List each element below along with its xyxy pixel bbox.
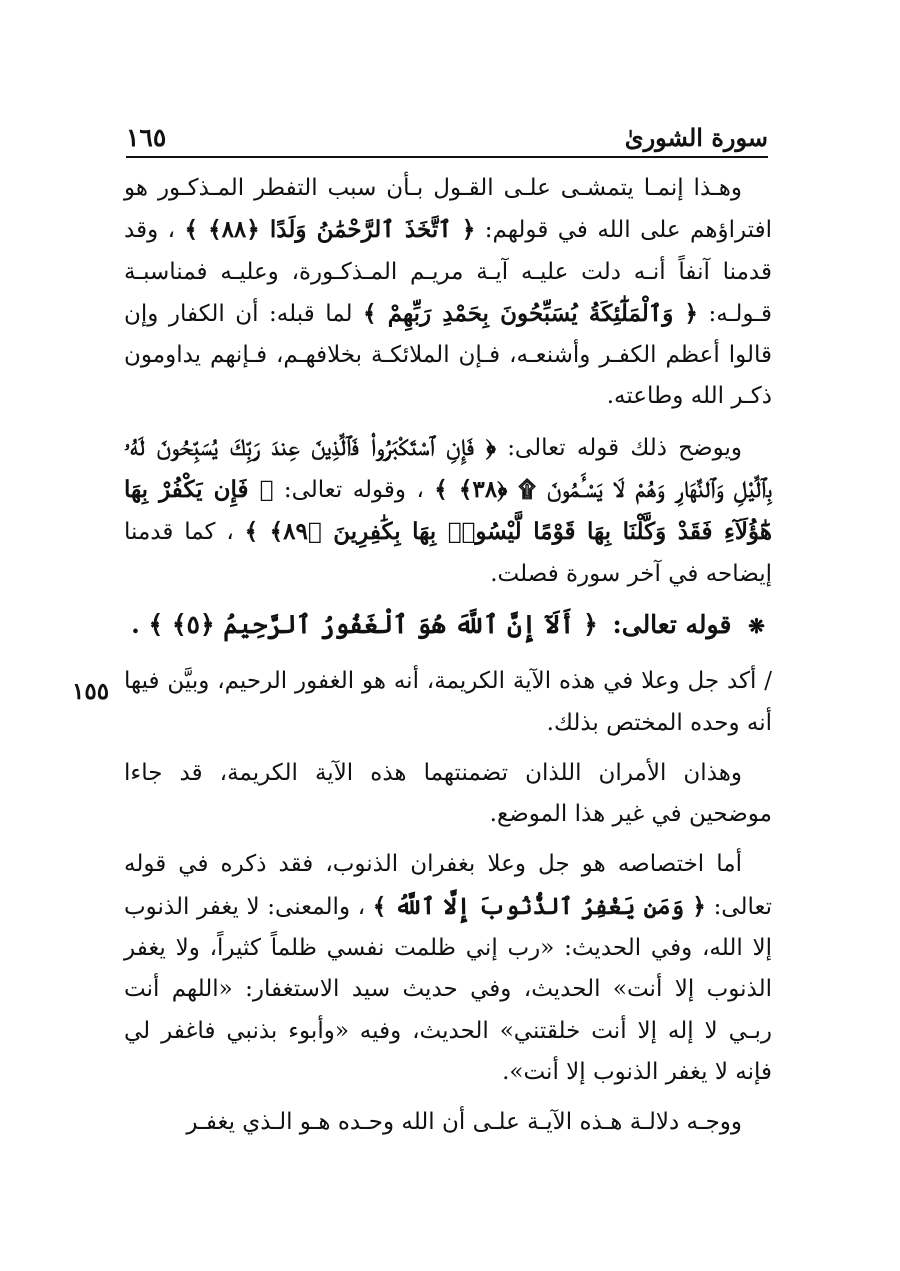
paragraph-text: ، وقد قدمنا آنفاً أنـه دلت عليـه آيـة مريـم المـذكـورة، وعليـه فمناسبـة قـولـه: [124, 217, 772, 327]
paragraph-text: ، وقوله تعالى: [283, 477, 424, 504]
quran-verse: ﴿ وَٱلْمَلَٰٓئِكَةُ يُسَبِّحُونَ بِحَمْدِ رَبِّهِمْ ﴾ [363, 299, 699, 327]
heading-quran-verse: ﴿ أَلَآ إِنَّ ٱللَّهَ هُوَ ٱلْغَفُورُ ٱلرَّحِيمُ ﴿٥﴾ ﴾ . [131, 609, 598, 639]
surah-title: سورة الشورىٰ [624, 123, 768, 152]
paragraph-text: ويوضح ذلك قوله تعالى: [507, 434, 743, 461]
paragraph-2 [124, 427, 772, 595]
paragraph-3 [124, 661, 772, 744]
paragraph-4 [124, 753, 772, 836]
verse-heading [124, 604, 772, 647]
heading-label: قوله تعالى: [612, 609, 732, 639]
paragraph-text: / أكد جل وعلا في هذه الآية الكريمة، أنه هو الغفور الرحيم، وبيَّن فيها أنه وحده المختص بذلك. [124, 668, 772, 736]
paragraph-6 [124, 1102, 772, 1143]
paragraph-text: ووجـه دلالـة هـذه الآيـة علـى أن الله وحـده هـو الـذي يغفـر [186, 1109, 742, 1136]
page-header [126, 112, 768, 158]
quran-verse: ﴿ ٱتَّخَذَ ٱلرَّحْمَٰنُ وَلَدًا ﴿٨٨﴾ ﴾ [184, 216, 476, 244]
page-body [124, 168, 772, 1153]
quran-verse: ﴿ فَإِن يَكْفُرْ بِهَا هَٰٓؤُلَآءِ فَقَدْ وَكَّلْنَا بِهَا قَوْمًا لَّيْسُوا۟ بِهَا بِكَٰفِرِينَ ﴿٨٩﴾ ﴾ [124, 476, 773, 546]
paragraph-text: وهـذا إنمـا يتمشـى علـى القـول بـأن سبب التفطر المـذكـور هو افتراؤهم على الله في قولهم: [124, 175, 772, 244]
paragraph-5 [124, 844, 772, 1093]
paragraph-1 [124, 168, 772, 418]
page-number: ١٦٥ [126, 123, 167, 152]
paragraph-text: وهذان الأمران اللذان تضمنتهما هذه الآية الكريمة، قد جاءا موضحين في غير هذا الموضع. [124, 759, 772, 828]
paragraph-text: ، والمعنى: لا يغفر الذنوب إلا الله، وفي الحديث: «رب إني ظلمت نفسي ظلماً كثيراً، ولا يغفر الذنوب إلا أنت» الحديث، وفي حديث سيد الاستغفار: «اللهم أنت ربـي لا إله إلا أنت خلقتني» الحديث، وفيه «وأبوء بذنبي فاغفر لي فإنه لا يغفر الذنوب إلا أنت». [124, 893, 772, 1085]
star-ornament-icon: ❋ [748, 613, 765, 638]
paragraph-text: ، كما قدمنا إيضاحه في آخر سورة فصلت. [124, 519, 772, 587]
quran-verse: ﴿ فَإِنِ ٱسْتَكْبَرُوا۟ فَٱلَّذِينَ عِندَ رَبِّكَ يُسَبِّحُونَ لَهُۥ بِٱلَّيْلِ وَٱلنَّهَارِ وَهُمْ لَا يَسْـَٔمُونَ ۩ ﴿٣٨﴾ ﴾ [124, 433, 772, 504]
quran-verse: ﴿ وَمَن يَغْفِرُ ٱلذُّنُوبَ إِلَّا ٱللَّهُ ﴾ [372, 892, 706, 920]
paragraph-text: أما اختصاصه هو جل وعلا بغفران الذنوب، فقد ذكره في قوله تعالى: [124, 851, 772, 920]
paragraph-text: لما قبله: أن الكفار وإن قالوا أعظم الكفـر وأشنعـه، فـإن الملائكـة بخلافهـم، فـإنهم يداومون ذكـر الله وطاعته. [124, 300, 772, 410]
margin-page-reference: ١٥٥ [72, 678, 110, 705]
